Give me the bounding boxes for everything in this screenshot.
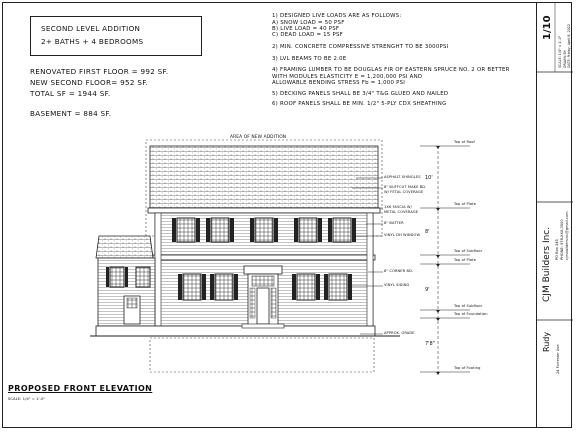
title-scale: SCALE: 1/4" = 1'-0"	[558, 35, 562, 68]
company-email: cjmbuildersinc@gmail.com	[565, 211, 569, 260]
basement-area: BASEMENT = 884 SF.	[30, 109, 112, 118]
title-block	[536, 2, 572, 428]
callout-label: VINYL DH WINDOW	[384, 233, 421, 237]
note-line: 6) ROOF PANELS SHALL BE MIN. 1/2" 5-PLY CDX SHEATHING	[272, 101, 447, 107]
dimension-label: 10'	[425, 175, 433, 181]
note-line: 3) LVL BEAMS TO BE 2.0E	[272, 56, 347, 62]
main-roof	[150, 146, 378, 208]
note-line: ALLOWABLE BENDING STRESS Fb = 1,000 PSI	[272, 80, 406, 86]
callout-label: VINYL SIDING	[384, 283, 410, 287]
note-line: 5) DECKING PANELS SHALL BE 3/4" T&G GLUED AND NAILED	[272, 91, 449, 97]
level-label: Top of Plate	[454, 258, 476, 262]
dimension-label: 7'8"	[425, 341, 436, 347]
elevation-title: PROPOSED FRONT ELEVATION	[8, 384, 153, 393]
level-label: Top of Foundation	[454, 312, 488, 316]
callout-label: APPROX. GRADE	[384, 331, 415, 335]
level-label: Top of Subfloor	[454, 249, 483, 253]
note-line: 4) FRAMING LUMBER TO BE DOUGLAS FIR OF EASTERN SPRUCE NO. 2 OR BETTER	[272, 67, 510, 73]
callout-label: 8" BUFFCUT MAKE BD.	[384, 185, 427, 189]
renovated-first-area: RENOVATED FIRST FLOOR = 992 SF.	[30, 67, 169, 76]
foundation	[96, 326, 375, 336]
callout-label: 8" CORNER BD.	[384, 269, 414, 273]
project-address: 24 Forrester Ave	[556, 344, 560, 374]
front-entry	[242, 266, 284, 328]
company-phone: PHONE: 978-XXX-3500	[560, 219, 564, 260]
note-line: B) LIVE LOAD = 40 PSF	[272, 26, 340, 32]
callout-label: ASPHALT SHINGLES	[384, 175, 421, 179]
note-line: WITH MODULES ELASTICITY E = 1,200,000 PSI AND	[272, 74, 423, 80]
level-label: Top of Plate	[454, 202, 476, 206]
area-of-new-addition-label: AREA OF NEW ADDITION	[230, 135, 287, 140]
title-date: DATE: Friday, April 8, 2022	[567, 24, 571, 68]
callout-label: W/ FETAL COVERAGE	[384, 190, 424, 194]
floor-band	[153, 255, 375, 260]
new-second-area: NEW SECOND FLOOR= 952 SF.	[30, 78, 149, 87]
info-line-2: 2+ BATHS + 4 BEDROOMS	[41, 37, 144, 46]
level-label: Top of Roof	[454, 140, 475, 144]
note-line: 1) DESIGNED LIVE LOADS ARE AS FOLLOWS:	[272, 13, 402, 19]
elevation-scale: SCALE: 1/4" = 1'-0"	[8, 396, 46, 401]
level-markers	[436, 146, 440, 375]
company-address: PO Box 345	[555, 239, 559, 260]
wing-roof	[96, 236, 153, 258]
corner-board-right	[367, 213, 373, 326]
level-label: Top of Footing	[454, 366, 481, 370]
fascia-band	[148, 208, 380, 213]
callout-label: 1X6 FASCIA W/	[384, 205, 412, 209]
company-name: CJM Builders Inc.	[542, 226, 552, 302]
note-line: C) DEAD LOAD = 15 PSF	[272, 32, 344, 38]
footing	[150, 338, 374, 372]
title-drawn-by: DRAWN BY:	[563, 49, 567, 68]
corner-board-left	[155, 213, 161, 326]
second-floor-windows	[172, 218, 356, 242]
callout-label: METAL COVERAGE	[384, 210, 419, 214]
dimension-label: 9'	[425, 287, 430, 293]
callout-label: 8" BATTER	[384, 221, 404, 225]
total-area: TOTAL SF = 1944 SF.	[30, 89, 111, 98]
note-line: A) SNOW LOAD = 50 PSF	[272, 20, 345, 26]
note-line: 2) MIN. CONCRETE COMPRESSIVE STRENGHT TO BE 3000PSI	[272, 44, 449, 50]
sheet-number: 1/10	[542, 15, 553, 40]
dimension-label: 8'	[425, 229, 430, 235]
project-name: Rudy	[542, 331, 551, 352]
level-label: Top of Subfloor	[454, 304, 483, 308]
info-line-1: SECOND LEVEL ADDITION	[41, 24, 141, 33]
